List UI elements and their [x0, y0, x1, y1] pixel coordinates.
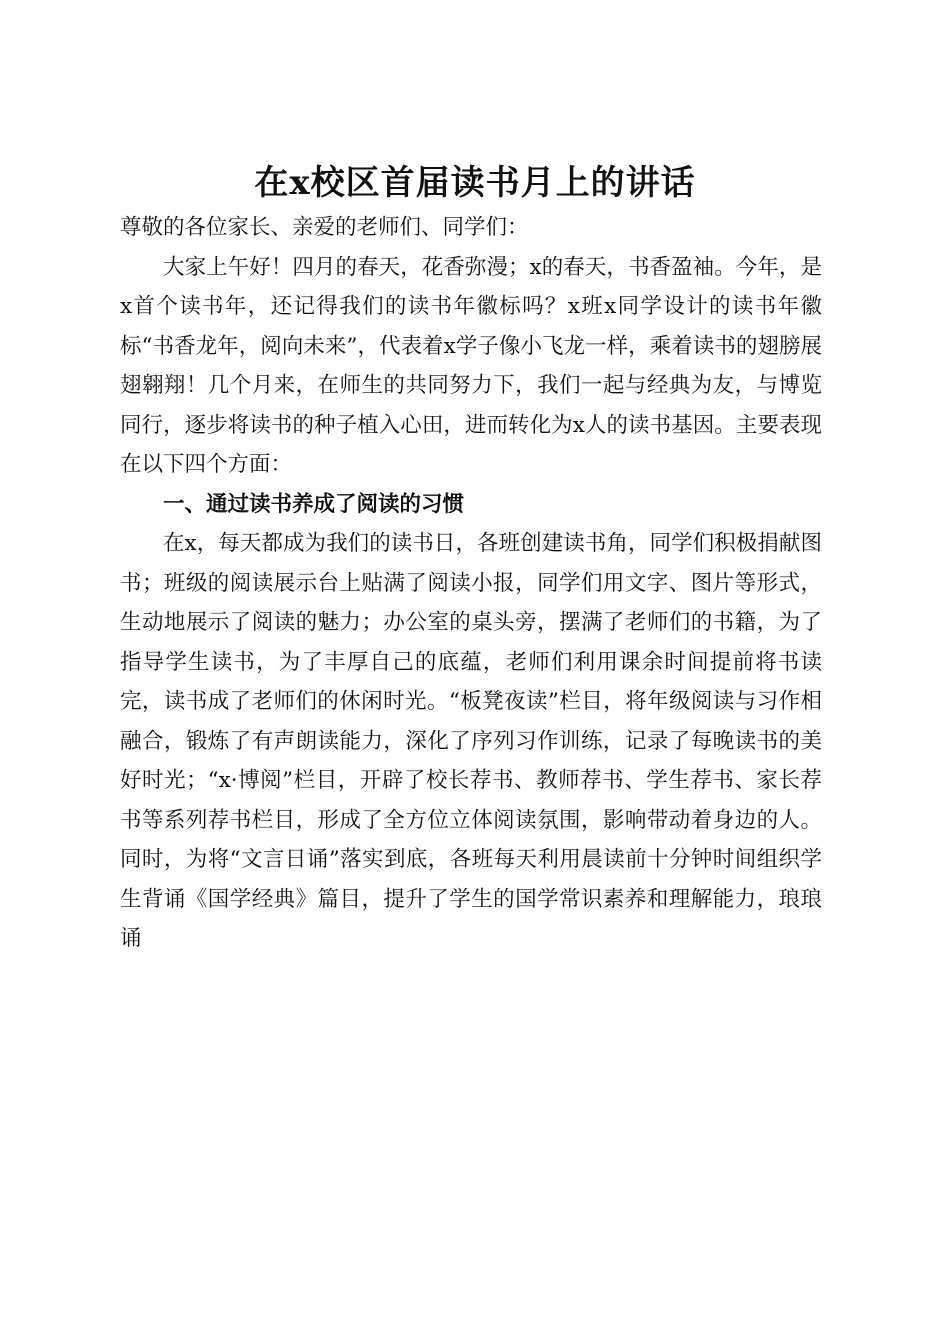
salutation: 尊敬的各位家长、亲爱的老师们、同学们： [120, 215, 529, 240]
paragraph-reading-habit: 在x，每天都成为我们的读书日，各班创建读书角，同学们积极捐献图书；班级的阅读展示台上贴满了阅读小报，同学们用文字、图片等形式，生动地展示了阅读的魅力；办公室的桌头旁，摆满了老师们的书籍，为了指导学生读书，为了丰厚自己的底蕴，老师们利用课余时间提前将书读完，读书成了老师们的休闲时光。“板凳夜读”栏目，将年级阅读与习作相融合，锻炼了有声朗读能力，深化了序列习作训练，记录了每晚读书的美好时光；“x·博阅”栏目，开辟了校长荐书、教师荐书、学生荐书、家长荐书等系列荐书栏目，形成了全方位立体阅读氛围，影响带动着身边的人。同时，为将“文言日诵”落实到底，各班每天利用晨读前十分钟时间组织学生背诵《国学经典》篇目，提升了学生的国学常识素养和理解能力，琅琅诵 [120, 531, 822, 951]
document-body [120, 208, 822, 959]
section-heading: 一、通过读书养成了阅读的习惯 [163, 491, 465, 517]
document-title: 在x校区首届读书月上的讲话 [254, 162, 696, 203]
paragraph-intro: 大家上午好！四月的春天，花香弥漫；x的春天，书香盈袖。今年，是x首个读书年，还记得我们的读书年徽标吗？x班x同学设计的读书年徽标“书香龙年，阅向未来”，代表着x学子像小飞龙一样，乘着读书的翅膀展翅翱翔！几个月来，在师生的共同努力下，我们一起与经典为友，与博览同行，逐步将读书的种子植入心田，进而转化为x人的读书基因。主要表现在以下四个方面： [120, 254, 822, 477]
